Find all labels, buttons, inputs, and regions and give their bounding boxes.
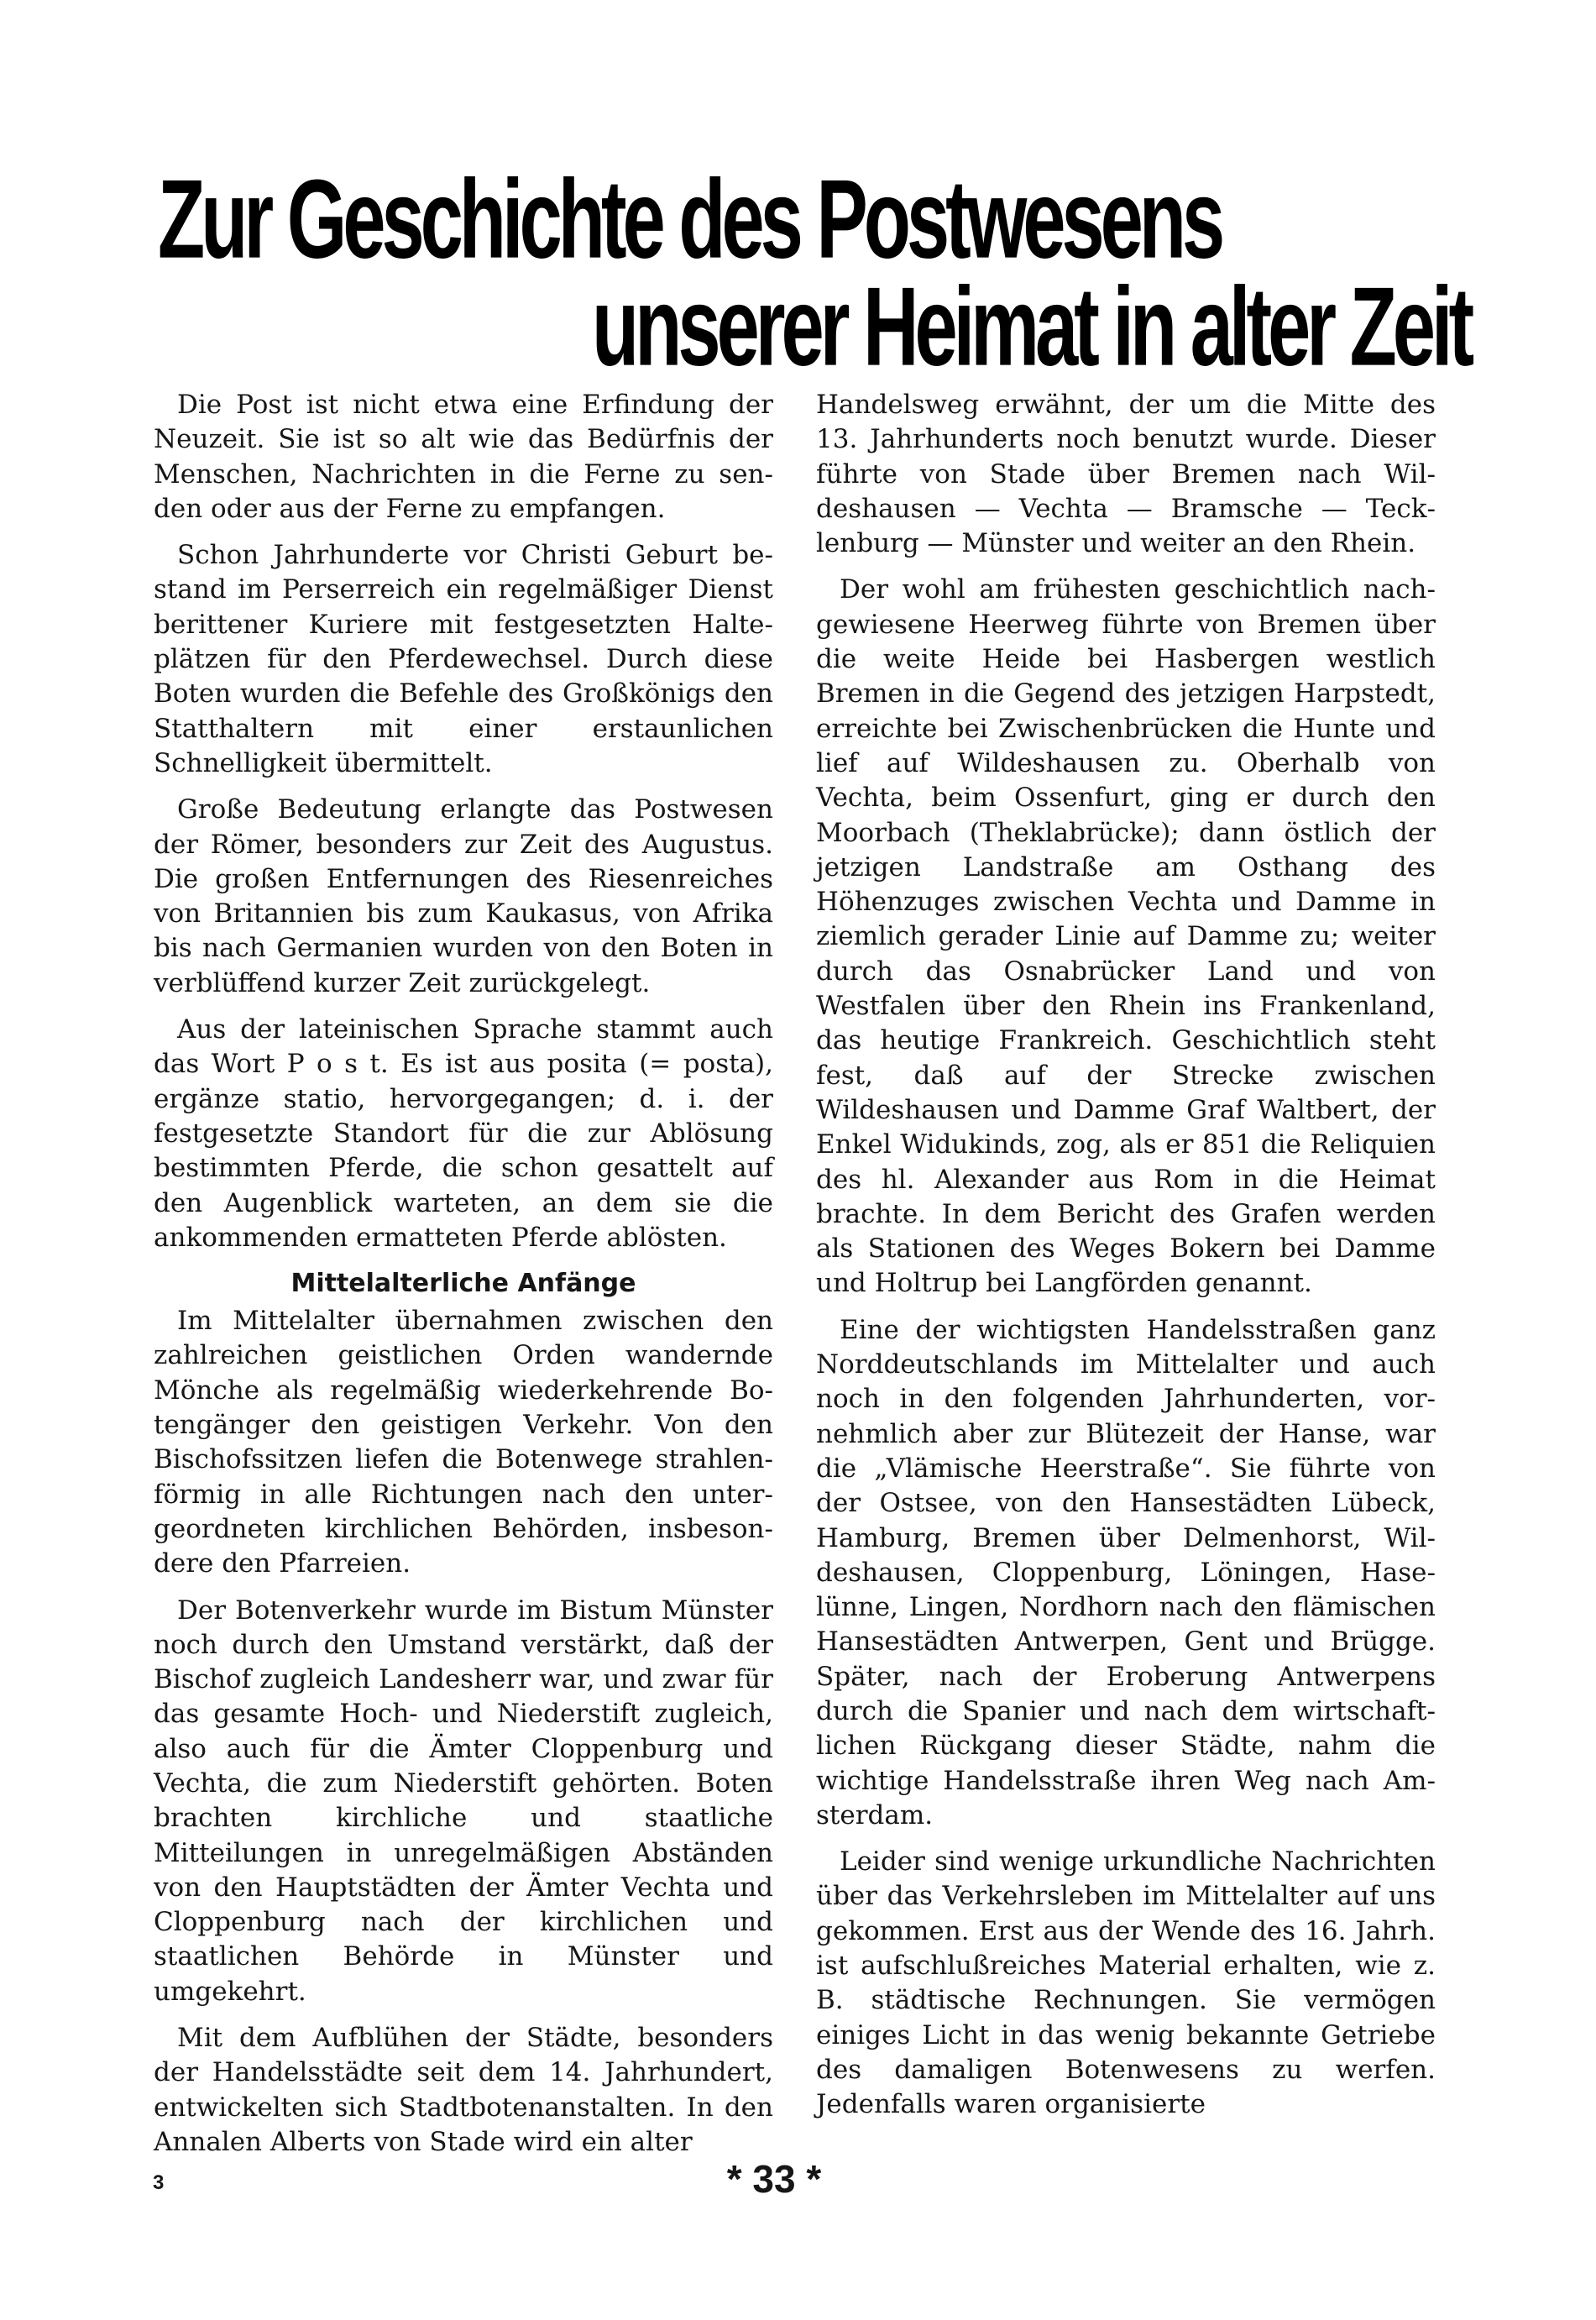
paragraph: Eine der wichtigsten Handelsstraßen ganz Norddeutschlands im Mittelalter und auch noch in den folgenden Jahrhunderten, vornehmlich aber zur Blütezeit der Hanse, war die „Vlämische Heerstraße“. Sie führte von der Ostsee, von den Hansestädten Lübeck, Hamburg, Bremen über Delmenhorst, Wildeshausen, Cloppenburg, Löningen, Haselünne, Lingen, Nordhorn nach den flämischen Hansestädten Antwerpen, Gent und Brügge. Später, nach der Eroberung Antwerpens durch die Spanier und nach dem wirtschaftlichen Rückgang dieser Städte, nahm die wichtige Handelsstraße ihren Weg nach Amsterdam. [816,1314,1436,1830]
paragraph: Aus der lateinischen Sprache stammt auch das Wort P o s t. Es ist aus posita (= posta), ergänze statio, hervorgegangen; d. i. der festgesetzte Standort für die zur Ablösung bestimmten Pferde, die schon gesattelt auf den Augenblick warteten, an dem sie die ankommenden ermatteten Pferde ablösten. [154,1014,773,1253]
text-column-right [816,388,1436,2134]
paragraph: Handelsweg erwähnt, der um die Mitte des 13. Jahrhunderts noch benutzt wurde. Dieser führte von Stade über Bremen nach Wildeshausen — Vechta — Bramsche — Tecklenburg — Münster und weiter an den Rhein. [816,390,1436,559]
paragraph: Der wohl am frühesten geschichtlich nachgewiesene Heerweg führte von Bremen über die weite Heide bei Hasbergen westlich Bremen in die Gegend des jetzigen Harpstedt, erreichte bei Zwischenbrücken die Hunte und lief auf Wildeshausen zu. Oberhalb von Vechta, beim Ossenfurt, ging er durch den Moorbach (Theklabrücke); dann östlich der jetzigen Landstraße am Osthang des Höhenzuges zwischen Vechta und Damme in ziemlich gerader Linie auf Damme zu; weiter durch das Osnabrücker Land und von Westfalen über den Rhein ins Frankenland, das heutige Frankreich. Geschichtlich steht fest, daß auf der Strecke zwischen Wildeshausen und Damme Graf Waltbert, der Enkel Widukinds, zog, als er 851 die Reliquien des hl. Alexander aus Rom in die Heimat brachte. In dem Bericht des Grafen werden als Stationen des Weges Bokern bei Damme und Holtrup bei Langförden genannt. [816,574,1436,1299]
article-title-line-1: Zur Geschichte des Postwesens [158,157,1222,282]
paragraph: Der Botenverkehr wurde im Bistum Münster noch durch den Umstand verstärkt, daß der Bischof zugleich Landesherr war, und zwar für das gesamte Hoch- und Niederstift zugleich, also auch für die Ämter Cloppenburg und Vechta, die zum Niederstift gehörten. Boten brachten kirchliche und staatliche Mitteilungen in unregelmäßigen Abständen von den Hauptstädten der Ämter Vechta und Cloppenburg nach der kirchlichen und staatlichen Behörde in Münster und umgekehrt. [154,1595,773,2007]
paragraph: Die Post ist nicht etwa eine Erfindung der Neuzeit. Sie ist so alt wie das Bedürfnis der Menschen, Nachrichten in die Ferne zu senden oder aus der Ferne zu empfangen. [154,390,773,524]
paragraph: Große Bedeutung erlangte das Postwesen der Römer, besonders zur Zeit des Augustus. Die großen Entfernungen des Riesenreiches von Britannien bis zum Kaukasus, von Afrika bis nach Germanien wurden von den Boten in verblüffend kurzer Zeit zurückgelegt. [154,794,773,998]
text-column-left [154,388,773,2171]
footer-left-mark: 3 [153,2171,165,2194]
page-number: * 33 * [726,2157,822,2201]
article-title-line-2: unserer Heimat in alter Zeit [592,264,1471,390]
paragraph: Im Mittelalter übernahmen zwischen den zahlreichen geistlichen Orden wandernde Mönche als regelmäßig wiederkehrende Botengänger den geistigen Verkehr. Von den Bischofssitzen liefen die Botenwege strahlenförmig in alle Richtungen nach den untergeordneten kirchlichen Behörden, insbesondere den Pfarreien. [154,1306,773,1579]
section-heading: Mittelalterliche Anfänge [290,1269,636,1299]
paragraph: Leider sind wenige urkundliche Nachrichten über das Verkehrsleben im Mittelalter auf uns gekommen. Erst aus der Wende des 16. Jahrh. ist aufschlußreiches Material erhalten, wie z. B. städtische Rechnungen. Sie vermögen einiges Licht in das wenig bekannte Getriebe des damaligen Botenwesens zu werfen. Jedenfalls waren organisierte [816,1846,1436,2120]
paragraph: Schon Jahrhunderte vor Christi Geburt bestand im Perserreich ein regelmäßiger Dienst berittener Kuriere mit festgesetzten Halteplätzen für den Pferdewechsel. Durch diese Boten wurden die Befehle des Großkönigs den Statthaltern mit einer erstaunlichen Schnelligkeit übermittelt. [154,540,773,778]
paragraph: Mit dem Aufblühen der Städte, besonders der Handelsstädte seit dem 14. Jahrhundert, entwickelten sich Stadtbotenanstalten. In den Annalen Alberts von Stade wird ein alter [154,2023,773,2157]
